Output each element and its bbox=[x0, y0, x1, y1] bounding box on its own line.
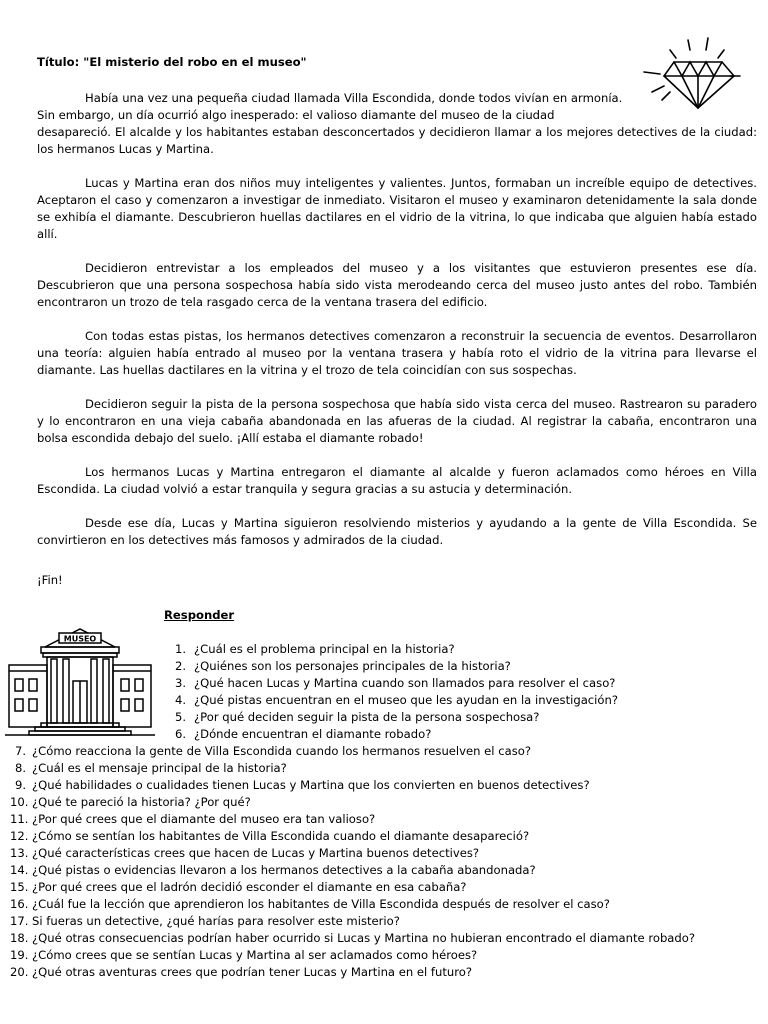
question-item: 18. ¿Qué otras consecuencias podrían haber ocurrido si Lucas y Martina no hubieran encontrado el diamante robado? bbox=[10, 931, 696, 945]
question-item: 17. Si fueras un detective, ¿qué harías para resolver este misterio? bbox=[10, 914, 400, 928]
question-item: 10. ¿Qué te pareció la historia? ¿Por qué? bbox=[10, 795, 251, 809]
questions-list-upper bbox=[164, 641, 618, 743]
story-paragraph: Los hermanos Lucas y Martina entregaron el diamante al alcalde y fueron aclamados como héroes en Villa Escondida. La ciudad volvió a estar tranquila y segura gracias a su astucia y determinación. bbox=[37, 465, 757, 496]
question-item: 6. ¿Dónde encuentran el diamante robado? bbox=[174, 727, 432, 741]
question-item: 15. ¿Por qué crees que el ladrón decidió esconder el diamante en esa cabaña? bbox=[10, 880, 467, 894]
question-item: 16. ¿Cuál fue la lección que aprendieron los habitantes de Villa Escondida después de resolver el caso? bbox=[10, 897, 610, 911]
question-item: 4. ¿Qué pistas encuentran en el museo que les ayudan en la investigación? bbox=[174, 693, 618, 707]
story-paragraph: Decidieron seguir la pista de la persona sospechosa que había sido vista cerca del museo. Rastrearon su paradero y lo encontraron en una vieja cabaña abandonada en las afueras de la ciudad. Al registrar la cabaña, encontraron una bolsa escondida debajo del suelo. ¡Allí estaba el diamante robado! bbox=[37, 397, 757, 445]
question-item: 1. ¿Cuál es el problema principal en la historia? bbox=[174, 642, 455, 656]
question-item: 2. ¿Quiénes son los personajes principales de la historia? bbox=[174, 659, 511, 673]
story-paragraph: Desde ese día, Lucas y Martina siguieron resolviendo misterios y ayudando a la gente de Villa Escondida. Se convirtieron en los detectives más famosos y admirados de la ciudad. bbox=[37, 516, 757, 547]
question-item: 11. ¿Por qué crees que el diamante del museo era tan valioso? bbox=[10, 812, 376, 826]
story-paragraph: Con todas estas pistas, los hermanos detectives comenzaron a reconstruir la secuencia de eventos. Desarrollaron una teoría: alguien había entrado al museo por la ventana trasera y había roto el vidrio de la vitrina para llevarse el diamante. Las huellas dactilares en la vitrina y el trozo de tela coincidían con sus sospechas. bbox=[37, 329, 757, 377]
questions-list-lower bbox=[10, 743, 695, 981]
story-end: ¡Fin! bbox=[37, 573, 63, 587]
story-paragraph: Decidieron entrevistar a los empleados del museo y a los visitantes que estuvieron presentes ese día. Descubrieron que una persona sospechosa había sido vista merodeando cerca del museo justo antes del robo. También encontraron un trozo de tela rasgado cerca de la ventana trasera del edificio. bbox=[37, 261, 757, 309]
question-item: 3. ¿Qué hacen Lucas y Martina cuando son llamados para resolver el caso? bbox=[174, 676, 616, 690]
question-item: 20. ¿Qué otras aventuras crees que podrían tener Lucas y Martina en el futuro? bbox=[10, 965, 472, 979]
document-title: Título: "El misterio del robo en el museo" bbox=[37, 55, 307, 69]
question-item: 19. ¿Cómo crees que se sentían Lucas y Martina al ser aclamados como héroes? bbox=[10, 948, 478, 962]
question-item: 5. ¿Por qué deciden seguir la pista de la persona sospechosa? bbox=[174, 710, 540, 724]
museum-sign: MUSEO bbox=[63, 634, 97, 644]
question-item: 12. ¿Cómo se sentían los habitantes de Villa Escondida cuando el diamante desapareció? bbox=[10, 829, 530, 843]
question-item: 7. ¿Cómo reacciona la gente de Villa Escondida cuando los hermanos resuelven el caso? bbox=[14, 744, 531, 758]
story-paragraph: Lucas y Martina eran dos niños muy inteligentes y valientes. Juntos, formaban un increíble equipo de detectives. Aceptaron el caso y comenzaron a investigar de inmediato. Visitaron el museo y examinaron detenidamente la sala donde se exhibía el diamante. Descubrieron huellas dactilares en el vidrio de la vitrina, lo que indicaba que alguien había estado allí. bbox=[37, 176, 757, 241]
museum-building-icon bbox=[5, 625, 155, 741]
question-item: 13. ¿Qué características crees que hacen de Lucas y Martina buenos detectives? bbox=[10, 846, 480, 860]
questions-heading: Responder bbox=[164, 608, 235, 622]
question-item: 14. ¿Qué pistas o evidencias llevaron a los hermanos detectives a la cabaña abandonada? bbox=[10, 863, 536, 877]
story-body bbox=[37, 90, 757, 566]
question-item: 9. ¿Qué habilidades o cualidades tienen Lucas y Martina que los convierten en buenos detectives? bbox=[14, 778, 590, 792]
story-paragraph: Había una vez una pequeña ciudad llamada Villa Escondida, donde todos vivían en armonía. Sin embargo, un día ocurrió algo inesperado: el valioso diamante del museo de la ciudad desapareció. El alcalde y los habitantes estaban desconcertados y decidieron llamar a los mejores detectives de la ciudad: los hermanos Lucas y Martina. bbox=[37, 91, 757, 156]
question-item: 8. ¿Cuál es el mensaje principal de la historia? bbox=[14, 761, 287, 775]
